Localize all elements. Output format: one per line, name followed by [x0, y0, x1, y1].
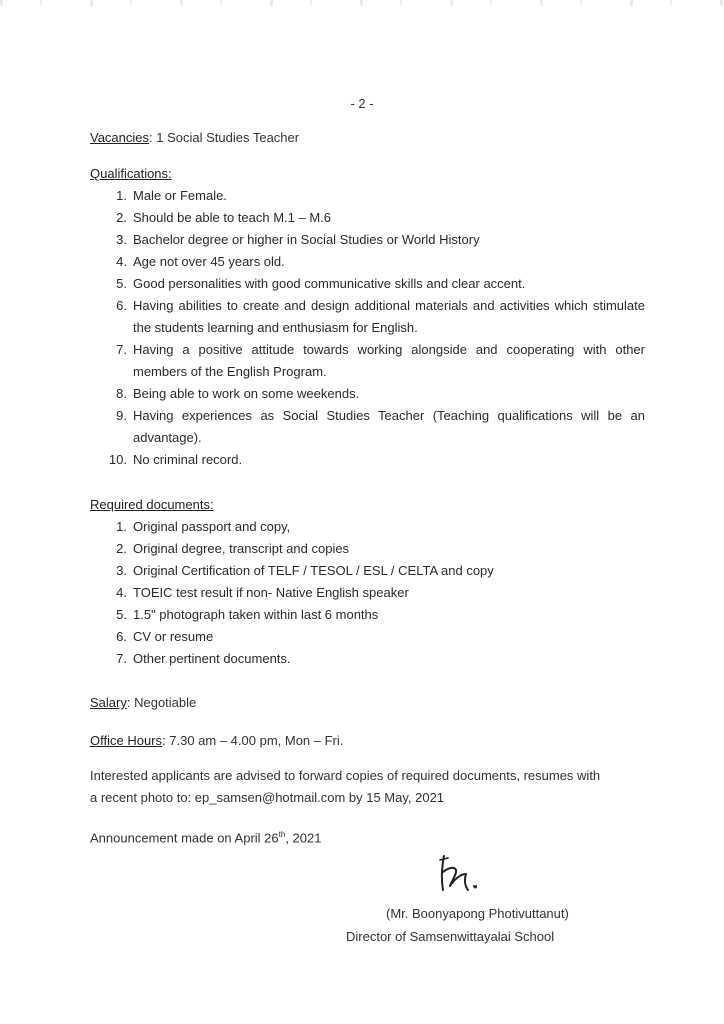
list-item-number: 6.: [116, 298, 127, 313]
application-note-line-2: a recent photo to: ep_samsen@hotmail.com by 15 May, 2021: [90, 790, 445, 805]
list-item-text: Having abilities to create and design additional materials and activities which stimulate the students learning and enthusiasm for English.: [133, 298, 645, 335]
list-item-number: 9.: [116, 408, 127, 423]
list-item-number: 5.: [116, 276, 127, 291]
list-item: [90, 582, 645, 604]
page-number: - 2 -: [350, 96, 374, 111]
list-item: [90, 560, 645, 582]
list-item-text: Having a positive attitude towards working alongside and cooperating with other members of the English Program.: [133, 342, 645, 379]
announcement-sup: th: [278, 830, 286, 839]
documents-heading: Required documents:: [90, 497, 214, 512]
list-item-number: 7.: [116, 342, 127, 357]
list-item-text: Original passport and copy,: [133, 519, 291, 534]
list-item-number: 3.: [116, 563, 127, 578]
list-item: [90, 538, 645, 560]
announcement-prefix: Announcement made on April 26: [90, 830, 279, 846]
salary-value: Negotiable: [134, 695, 197, 710]
list-item: [90, 648, 645, 670]
list-item: [90, 516, 645, 538]
list-item-text: Age not over 45 years old.: [133, 254, 285, 269]
list-item-number: 6.: [116, 629, 127, 644]
list-item-number: 1.: [116, 188, 127, 203]
signature-image: [432, 852, 492, 896]
vacancies-label: Vacancies: [90, 130, 150, 145]
list-item-text: 1.5" photograph taken within last 6 months: [133, 607, 379, 622]
list-item-text: No criminal record.: [133, 452, 243, 467]
list-item-number: 3.: [116, 232, 127, 247]
salary-line: Salary: Negotiable: [90, 695, 197, 710]
list-item: [90, 185, 645, 207]
list-item-number: 2.: [116, 210, 127, 225]
application-note-line-1: Interested applicants are advised to forward copies of required documents, resumes with: [90, 768, 601, 783]
office-hours-line: Office Hours: 7.30 am – 4.00 pm, Mon – Fri.: [90, 733, 344, 748]
documents-list: [90, 516, 645, 670]
list-item-text: Male or Female.: [133, 188, 227, 203]
list-item: [90, 295, 645, 339]
list-item: [90, 273, 645, 295]
list-item: [90, 207, 645, 229]
list-item-number: 7.: [116, 651, 127, 666]
office-hours-label: Office Hours: [90, 733, 163, 748]
list-item-number: 4.: [116, 254, 127, 269]
list-item-number: 8.: [116, 386, 127, 401]
qualifications-heading: Qualifications:: [90, 166, 172, 181]
list-item: [90, 604, 645, 626]
salary-label: Salary: [90, 695, 127, 710]
application-note: [90, 765, 650, 809]
vacancies-line: Vacancies: 1 Social Studies Teacher: [90, 130, 300, 145]
list-item-text: Other pertinent documents.: [133, 651, 291, 666]
documents-section: [90, 494, 645, 670]
list-item-number: 1.: [116, 519, 127, 534]
signatory-name: (Mr. Boonyapong Photivuttanut): [386, 906, 569, 921]
list-item-text: Bachelor degree or higher in Social Studies or World History: [133, 232, 480, 247]
list-item: [90, 626, 645, 648]
announcement-line: [90, 824, 650, 849]
list-item-number: 2.: [116, 541, 127, 556]
list-item-text: Having experiences as Social Studies Teacher (Teaching qualifications will be an advantage).: [133, 408, 645, 445]
list-item-text: Should be able to teach M.1 – M.6: [133, 210, 332, 225]
list-item-text: CV or resume: [133, 629, 214, 644]
scan-edge-artifact: [0, 0, 724, 6]
vacancies-value: 1 Social Studies Teacher: [156, 130, 300, 145]
qualifications-section: [90, 163, 645, 471]
list-item: [90, 229, 645, 251]
list-item-text: Being able to work on some weekends.: [133, 386, 360, 401]
qualifications-list: [90, 185, 645, 471]
list-item: [90, 383, 645, 405]
list-item-text: Original Certification of TELF / TESOL / ESL / CELTA and copy: [133, 563, 494, 578]
signatory-title: Director of Samsenwittayalai School: [346, 929, 555, 944]
office-hours-value: 7.30 am – 4.00 pm, Mon – Fri.: [169, 733, 344, 748]
list-item: [90, 449, 645, 471]
list-item-text: TOEIC test result if non- Native English speaker: [133, 585, 409, 600]
list-item-number: 4.: [116, 585, 127, 600]
list-item-number: 10.: [108, 452, 127, 467]
list-item: [90, 251, 645, 273]
list-item-text: Good personalities with good communicative skills and clear accent.: [133, 276, 526, 291]
list-item: [90, 339, 645, 383]
list-item: [90, 405, 645, 449]
list-item-text: Original degree, transcript and copies: [133, 541, 350, 556]
list-item-number: 5.: [116, 607, 127, 622]
announcement-year: , 2021: [285, 830, 322, 846]
